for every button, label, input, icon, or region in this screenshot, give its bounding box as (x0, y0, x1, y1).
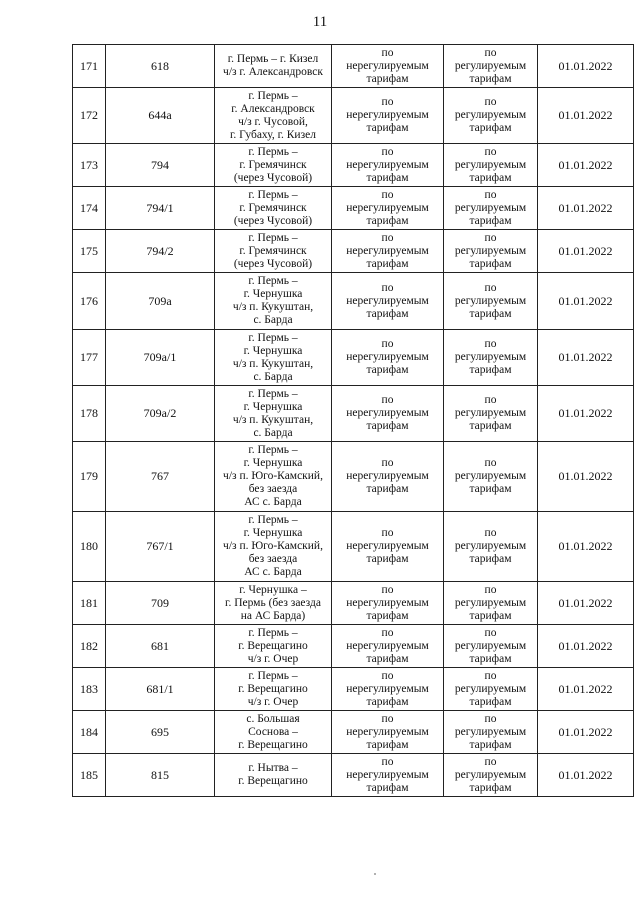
route-path-cell: г. Пермь – г. Чернушка ч/з п. Юго-Камский, без заезда АС с. Барда (215, 512, 332, 582)
carriage-type-cell: по нерегулируемым тарифам (332, 330, 444, 386)
tariff-cell: по регулируемым тарифам (444, 442, 538, 512)
row-number-cell: 178 (73, 386, 106, 442)
route-reg-number-cell: 794/2 (106, 230, 215, 273)
table-row (73, 273, 634, 330)
table-row (73, 754, 634, 797)
table-row (73, 668, 634, 711)
table-row (73, 330, 634, 386)
carriage-type-cell: по нерегулируемым тарифам (332, 442, 444, 512)
row-number-cell: 181 (73, 582, 106, 625)
table-row (73, 711, 634, 754)
route-path-cell: г. Пермь – г. Александровск ч/з г. Чусовой, г. Губаху, г. Кизел (215, 88, 332, 144)
start-date-cell: 01.01.2022 (538, 187, 634, 230)
tariff-cell: по регулируемым тарифам (444, 45, 538, 88)
tariff-cell: по регулируемым тарифам (444, 144, 538, 187)
table-row (73, 88, 634, 144)
start-date-cell: 01.01.2022 (538, 754, 634, 797)
route-path-cell: г. Пермь – г. Гремячинск (через Чусовой) (215, 230, 332, 273)
route-reg-number-cell: 709а/1 (106, 330, 215, 386)
route-reg-number-cell: 794/1 (106, 187, 215, 230)
table-row (73, 187, 634, 230)
route-path-cell: г. Пермь – г. Верещагино ч/з г. Очер (215, 625, 332, 668)
routes-table (72, 44, 634, 797)
start-date-cell: 01.01.2022 (538, 442, 634, 512)
routes-table-body (73, 45, 634, 797)
row-number-cell: 172 (73, 88, 106, 144)
table-row (73, 230, 634, 273)
route-path-cell: г. Пермь – г. Верещагино ч/з г. Очер (215, 668, 332, 711)
start-date-cell: 01.01.2022 (538, 45, 634, 88)
row-number-cell: 183 (73, 668, 106, 711)
route-path-cell: г. Пермь – г. Гремячинск (через Чусовой) (215, 144, 332, 187)
tariff-cell: по регулируемым тарифам (444, 512, 538, 582)
carriage-type-cell: по нерегулируемым тарифам (332, 386, 444, 442)
carriage-type-cell: по нерегулируемым тарифам (332, 754, 444, 797)
carriage-type-cell: по нерегулируемым тарифам (332, 88, 444, 144)
tariff-cell: по регулируемым тарифам (444, 273, 538, 330)
route-path-cell: г. Пермь – г. Чернушка ч/з п. Кукуштан, с. Барда (215, 386, 332, 442)
table-row (73, 45, 634, 88)
route-reg-number-cell: 794 (106, 144, 215, 187)
carriage-type-cell: по нерегулируемым тарифам (332, 230, 444, 273)
route-reg-number-cell: 695 (106, 711, 215, 754)
start-date-cell: 01.01.2022 (538, 144, 634, 187)
tariff-cell: по регулируемым тарифам (444, 625, 538, 668)
route-path-cell: г. Пермь – г. Чернушка ч/з п. Юго-Камский, без заезда АС с. Барда (215, 442, 332, 512)
row-number-cell: 173 (73, 144, 106, 187)
table-row (73, 582, 634, 625)
route-reg-number-cell: 767 (106, 442, 215, 512)
table-row (73, 625, 634, 668)
start-date-cell: 01.01.2022 (538, 582, 634, 625)
route-path-cell: г. Нытва – г. Верещагино (215, 754, 332, 797)
start-date-cell: 01.01.2022 (538, 625, 634, 668)
route-path-cell: г. Пермь – г. Гремячинск (через Чусовой) (215, 187, 332, 230)
tariff-cell: по регулируемым тарифам (444, 711, 538, 754)
table-row (73, 386, 634, 442)
row-number-cell: 171 (73, 45, 106, 88)
tariff-cell: по регулируемым тарифам (444, 668, 538, 711)
carriage-type-cell: по нерегулируемым тарифам (332, 45, 444, 88)
route-path-cell: с. Большая Соснова – г. Верещагино (215, 711, 332, 754)
start-date-cell: 01.01.2022 (538, 273, 634, 330)
start-date-cell: 01.01.2022 (538, 711, 634, 754)
route-reg-number-cell: 618 (106, 45, 215, 88)
carriage-type-cell: по нерегулируемым тарифам (332, 582, 444, 625)
carriage-type-cell: по нерегулируемым тарифам (332, 144, 444, 187)
carriage-type-cell: по нерегулируемым тарифам (332, 668, 444, 711)
row-number-cell: 180 (73, 512, 106, 582)
route-reg-number-cell: 767/1 (106, 512, 215, 582)
route-reg-number-cell: 681/1 (106, 668, 215, 711)
start-date-cell: 01.01.2022 (538, 386, 634, 442)
route-path-cell: г. Чернушка – г. Пермь (без заезда на АС Барда) (215, 582, 332, 625)
route-reg-number-cell: 709а (106, 273, 215, 330)
tariff-cell: по регулируемым тарифам (444, 582, 538, 625)
start-date-cell: 01.01.2022 (538, 230, 634, 273)
tariff-cell: по регулируемым тарифам (444, 88, 538, 144)
table-row (73, 144, 634, 187)
row-number-cell: 179 (73, 442, 106, 512)
route-reg-number-cell: 709а/2 (106, 386, 215, 442)
carriage-type-cell: по нерегулируемым тарифам (332, 625, 444, 668)
table-row (73, 512, 634, 582)
scan-speck (374, 873, 376, 875)
tariff-cell: по регулируемым тарифам (444, 230, 538, 273)
carriage-type-cell: по нерегулируемым тарифам (332, 512, 444, 582)
route-path-cell: г. Пермь – г. Чернушка ч/з п. Кукуштан, с. Барда (215, 273, 332, 330)
route-path-cell: г. Пермь – г. Чернушка ч/з п. Кукуштан, с. Барда (215, 330, 332, 386)
carriage-type-cell: по нерегулируемым тарифам (332, 187, 444, 230)
route-reg-number-cell: 815 (106, 754, 215, 797)
route-reg-number-cell: 644а (106, 88, 215, 144)
row-number-cell: 184 (73, 711, 106, 754)
tariff-cell: по регулируемым тарифам (444, 386, 538, 442)
row-number-cell: 175 (73, 230, 106, 273)
route-path-cell: г. Пермь – г. Кизел ч/з г. Александровск (215, 45, 332, 88)
tariff-cell: по регулируемым тарифам (444, 330, 538, 386)
start-date-cell: 01.01.2022 (538, 668, 634, 711)
tariff-cell: по регулируемым тарифам (444, 187, 538, 230)
table-row (73, 442, 634, 512)
route-reg-number-cell: 709 (106, 582, 215, 625)
start-date-cell: 01.01.2022 (538, 330, 634, 386)
row-number-cell: 182 (73, 625, 106, 668)
carriage-type-cell: по нерегулируемым тарифам (332, 711, 444, 754)
route-reg-number-cell: 681 (106, 625, 215, 668)
start-date-cell: 01.01.2022 (538, 512, 634, 582)
carriage-type-cell: по нерегулируемым тарифам (332, 273, 444, 330)
tariff-cell: по регулируемым тарифам (444, 754, 538, 797)
row-number-cell: 177 (73, 330, 106, 386)
page-number: 11 (312, 14, 328, 30)
row-number-cell: 174 (73, 187, 106, 230)
row-number-cell: 185 (73, 754, 106, 797)
row-number-cell: 176 (73, 273, 106, 330)
start-date-cell: 01.01.2022 (538, 88, 634, 144)
